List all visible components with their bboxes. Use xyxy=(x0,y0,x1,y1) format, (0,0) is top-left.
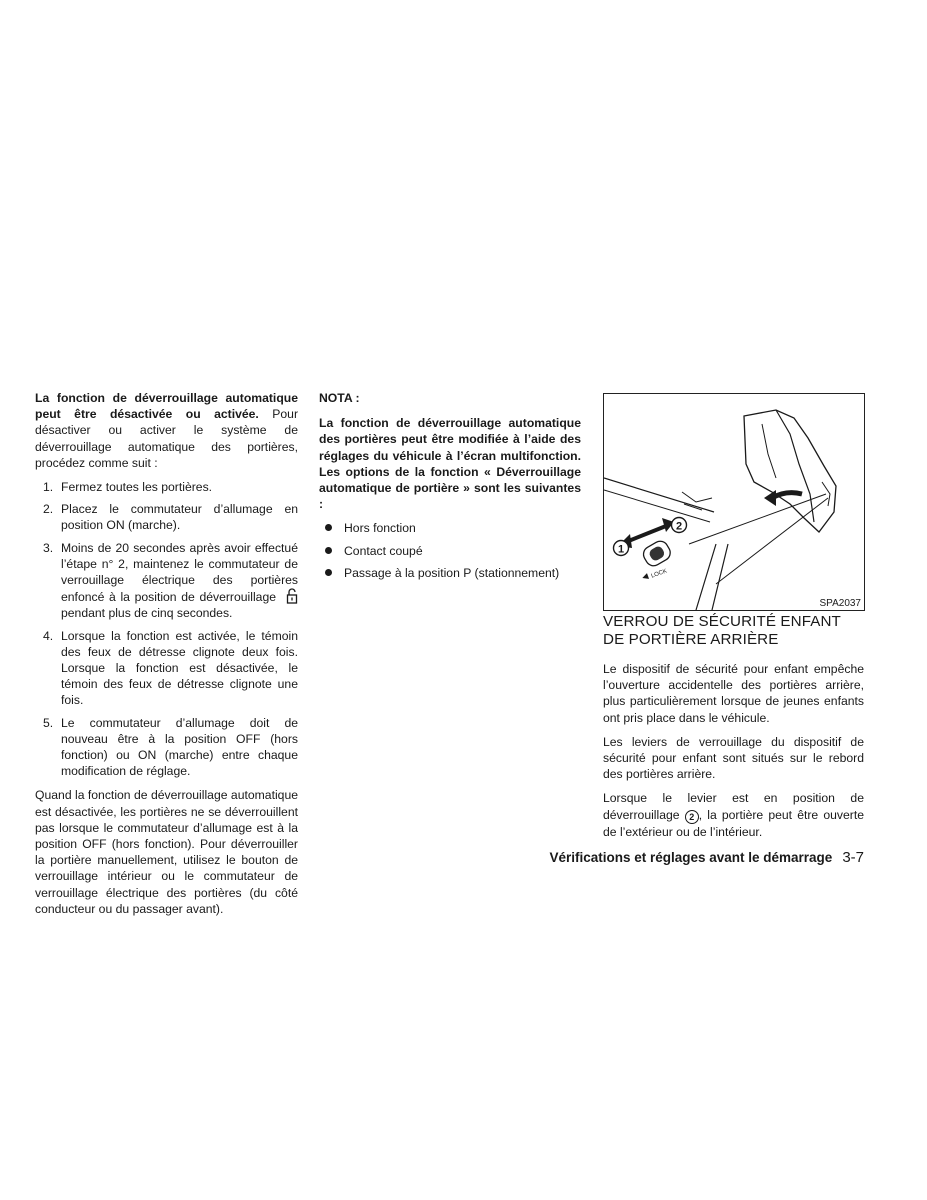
step-text: Fermez toutes les portières. xyxy=(61,480,213,495)
lock-label: LOCK xyxy=(650,568,668,580)
step-number: 2. xyxy=(43,502,54,517)
figure-code: SPA2037 xyxy=(819,598,861,609)
list-item xyxy=(319,543,581,559)
callout-1: 1 xyxy=(617,543,625,556)
option-text: Hors fonction xyxy=(344,521,416,536)
page-number: 3-7 xyxy=(842,849,864,866)
step-text: Le commutateur d’allumage doit de nouveau être à la position OFF (hors fonction) ou ON (marche) entre chaque modification de réglage. xyxy=(61,715,298,779)
list-item xyxy=(319,520,581,536)
paragraph-text-tail: , la portière peut être ouverte de l’extérieur ou de l’intérieur. xyxy=(603,807,865,839)
intro-paragraph xyxy=(35,390,298,471)
column-right xyxy=(603,613,864,840)
option-text: Passage à la position P (stationnement) xyxy=(344,565,560,580)
callout-2: 2 xyxy=(675,520,683,533)
paragraph: Le dispositif de sécurité pour enfant empêche l’ouverture accidentelle des portières arrière, plus particulièrement lorsque de jeunes enfants ont pris place dans le véhicule. xyxy=(603,662,864,725)
steps-list xyxy=(35,479,298,779)
nota-body: La fonction de déverrouillage automatique des portières peut être modifiée à l’aide des réglages du véhicule à l’écran multifonction. Les options de la fonction « Déverrouillage automatique de portière » sont les suivantes : xyxy=(319,416,581,512)
intro-rest: Pour désactiver ou activer le système de déverrouillage automatique des portières, procédez comme suit : xyxy=(35,407,298,470)
step-text: Lorsque la fonction est activée, le témoin des feux de détresse clignote deux fois. Lorsque la fonction est désactivée, le témoin des feux de détresse clignote une fois. xyxy=(61,628,298,708)
unlock-icon xyxy=(286,588,298,604)
column-left xyxy=(35,390,298,917)
step-number: 4. xyxy=(43,628,54,643)
page-footer xyxy=(420,849,864,866)
footer-section: Vérifications et réglages avant le démarrage xyxy=(549,850,833,865)
step-number: 1. xyxy=(43,480,54,495)
step-number: 5. xyxy=(43,715,54,730)
column-middle xyxy=(319,390,581,587)
bullet-icon xyxy=(325,524,332,531)
child-safety-lock-illustration xyxy=(604,394,864,610)
closing-paragraph: Quand la fonction de déverrouillage automatique est désactivée, les portières ne se déverrouillent pas lorsque le commutateur d’allumage est à la position OFF (hors fonction). Pour déverrouiller la portière manuellement, utilisez le bouton de verrouillage intérieur ou le commutateur de verrouillage électrique des portières (du côté conducteur ou du passager avant). xyxy=(35,788,298,916)
paragraph-text: Lorsque le levier est en position de déverrouillage xyxy=(603,791,864,822)
intro-bold: La fonction de déverrouillage automatique peut être désactivée ou activée. xyxy=(35,391,298,422)
step-number: 3. xyxy=(43,540,54,555)
bullet-icon xyxy=(325,569,332,576)
nota-title: NOTA : xyxy=(319,391,360,405)
callout-ref: 2 xyxy=(685,810,699,824)
list-item xyxy=(35,715,298,780)
option-text: Contact coupé xyxy=(344,543,423,558)
paragraph: Les leviers de verrouillage du dispositif de sécurité pour enfant sont situés sur le rebord des portières arrière. xyxy=(603,734,864,782)
step-text: Placez le commutateur d’allumage en position ON (marche). xyxy=(61,502,298,533)
step-text: Moins de 20 secondes après avoir effectué l’étape n° 2, maintenez le commutateur de verrouillage électrique des portières enfoncé à la position de déverrouillage xyxy=(61,540,298,605)
list-item xyxy=(35,628,298,709)
step-text-tail: pendant plus de cinq secondes. xyxy=(61,606,233,621)
child-lock-figure xyxy=(603,393,865,611)
list-item xyxy=(35,501,298,533)
list-item xyxy=(319,565,581,581)
list-item xyxy=(35,479,298,495)
bullet-icon xyxy=(325,547,332,554)
list-item xyxy=(35,540,298,622)
options-list xyxy=(319,520,581,581)
paragraph xyxy=(603,790,864,839)
section-title: VERROU DE SÉCURITÉ ENFANT DE PORTIÈRE ARRIÈRE xyxy=(603,613,841,648)
